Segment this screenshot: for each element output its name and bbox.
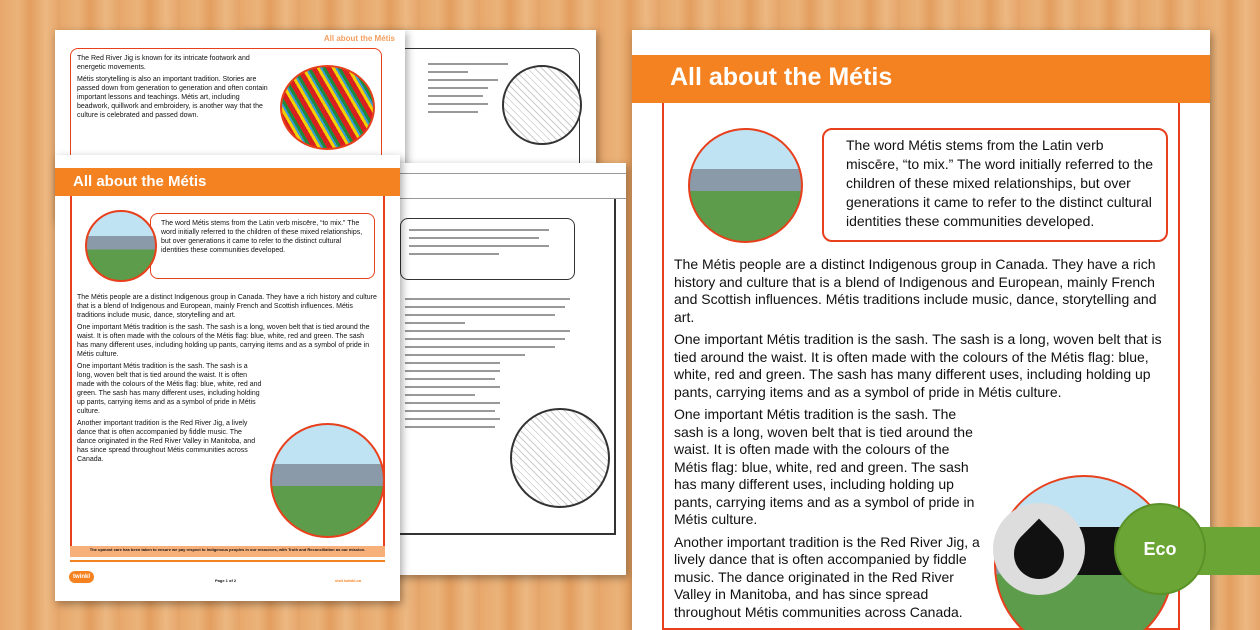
intro-text: The word Métis stems from the Latin verb miscēre, “to mix.” The word initially referred to the children of these mixed relationships, but over generations it came to refer to the distinct cultural identities these communities developed.: [846, 137, 1154, 229]
paragraph: The Métis people are a distinct Indigenous group in Canada. They have a rich history and culture that is a blend of Indigenous and European, mainly French and Scottish influences. Métis traditions include music, dance, storytelling and art.: [77, 294, 377, 319]
intro-box-bw: [400, 218, 575, 280]
leaf-icon: [1114, 503, 1206, 595]
ink-drop-icon: [993, 503, 1085, 595]
paragraph: One important Métis tradition is the sash. The sash is a long, woven belt that is tied around the waist. It is often made with the colours of the Métis flag: blue, white, red and green. The sash has many different uses, including holding up pants, carrying items and as a symbol of pride in Métis culture.: [77, 363, 262, 415]
paragraph: One important Métis tradition is the sash. The sash is a long, woven belt that is tied around the waist. It is often made with the colours of the Métis flag: blue, white, red and green. The sash has many different uses, including holding up pants, carrying items and as a symbol of pride in Métis culture.: [674, 406, 975, 527]
footer-note: The upmost care has been taken to ensure we pay respect to Indigenous peoples in our resources, with Truth and Reconciliation as our mission.: [70, 546, 385, 557]
page-header-title: All about the Métis: [323, 34, 395, 43]
boy-illustration: [270, 423, 385, 538]
paragraph: Another important tradition is the Red River Jig, a lively dance that is often accompanied by fiddle music. The dance originated in the Red River Valley in Manitoba, and has since spread throughout Métis communities across Canada.: [674, 533, 980, 620]
intro-box: [150, 213, 375, 279]
page-1-color: [55, 155, 400, 601]
page-number: Page 1 of 2: [215, 578, 237, 583]
paragraph: One important Métis tradition is the sash. The sash is a long, woven belt that is tied around the waist. It is often made with the colours of the Métis flag: blue, white, red and green. The sash has many different uses, including holding up pants, carrying items and as a symbol of pride in Métis culture.: [77, 324, 370, 358]
intro-text: The word Métis stems from the Latin verb miscēre, “to mix.” The word initially referred to the children of these mixed relationships, but over generations it came to refer to the distinct cultural identities these communities developed.: [161, 220, 363, 254]
eco-label: Eco: [1143, 538, 1177, 559]
page-title: All about the Métis: [632, 55, 1210, 103]
paragraph: One important Métis tradition is the sash. The sash is a long, woven belt that is tied around the waist. It is often made with the colours of the Métis flag: blue, white, red and green. The sash has many different uses, including holding up pants, carrying items and as a symbol of pride in Métis culture.: [674, 331, 1162, 400]
page-title: All about the Métis: [55, 168, 400, 196]
bag-illustration: [85, 210, 157, 282]
boy-illustration-bw: [510, 408, 610, 508]
twinkl-logo: twinkl: [69, 571, 94, 583]
paragraph: Another important tradition is the Red River Jig, a lively dance that is often accompanied by fiddle music. The dance originated in the Red River Valley in Manitoba, and has since spread throughout Métis communities across Canada.: [77, 420, 256, 463]
sash-illustration-bw: [502, 65, 582, 145]
bag-illustration: [688, 128, 803, 243]
site-link: visit twinkl.ca: [335, 578, 362, 583]
intro-box: [822, 128, 1168, 242]
sash-illustration: [280, 65, 375, 150]
paragraph: Métis storytelling is also an important tradition. Stories are passed down from generation to generation and often contain important lessons and teachings. Métis art, including beadwork, quillwork and embroidery, is another way that the culture is celebrated and passed down.: [77, 76, 268, 119]
paragraph: The Red River Jig is known for its intricate footwork and energetic movements.: [77, 55, 250, 71]
paragraph: The Métis people are a distinct Indigenous group in Canada. They have a rich history and culture that is a blend of Indigenous and European, mainly French and Scottish influences. Métis traditions include music, dance, storytelling and art.: [674, 256, 1157, 325]
